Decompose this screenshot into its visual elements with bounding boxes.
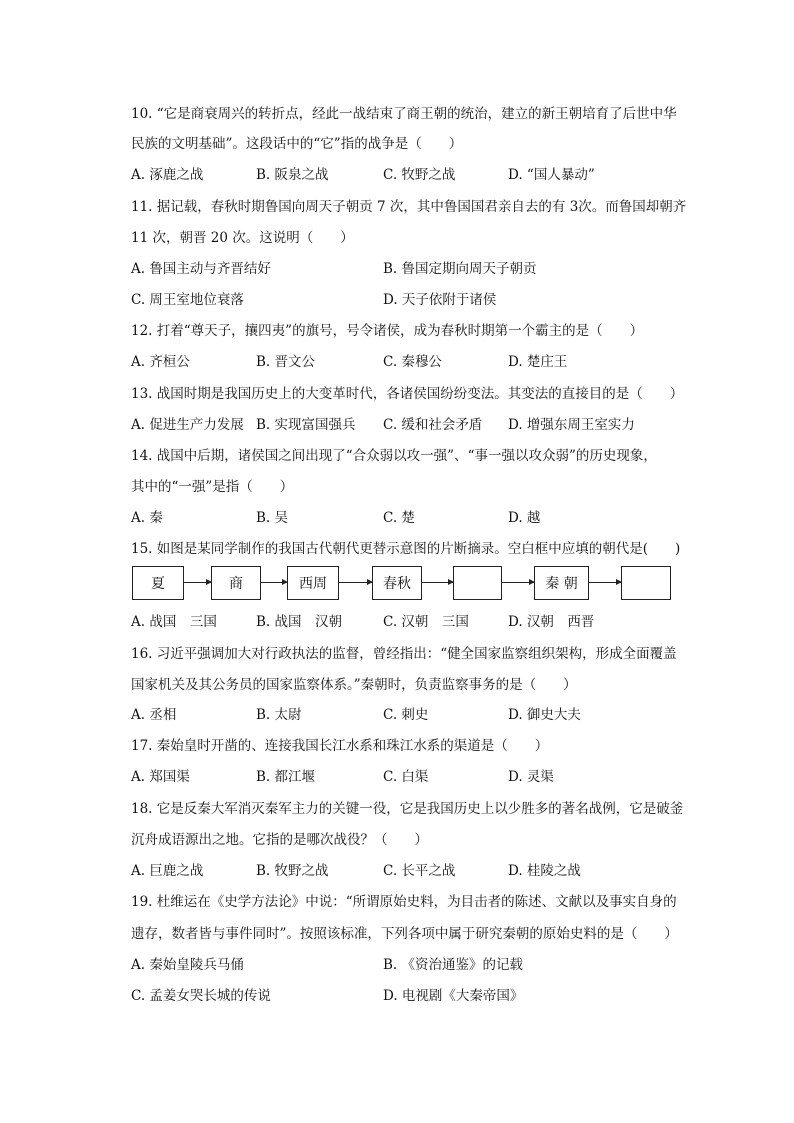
- question-11-option-c: C. 周王室地位衰落: [131, 292, 244, 308]
- question-19-stem-line-1: 19. 杜维运在《史学方法论》中说：“所谓原始史料，为目击者的陈述、文献以及事实自身的: [131, 894, 677, 910]
- question-19-option-a: A. 秦始皇陵兵马俑: [131, 957, 244, 973]
- question-15-option-c: C. 汉朝 三国: [383, 614, 469, 630]
- question-13-option-c: C. 缓和社会矛盾: [383, 417, 483, 433]
- question-11-stem-line-1: 11. 据记载，春秋时期鲁国向周天子朝贡 7 次，其中鲁国国君亲自去的有 3次。而鲁国却朝齐: [131, 199, 687, 215]
- question-15-stem: 15. 如图是某同学制作的我国古代朝代更替示意图的片断摘录。空白框中应填的朝代是( ): [131, 541, 681, 557]
- diagram-arrow: [184, 582, 211, 583]
- diagram-box-blank-2: [621, 566, 671, 600]
- question-12-option-a: A. 齐桓公: [131, 354, 190, 370]
- diagram-box-blank-1: [453, 566, 502, 600]
- diagram-arrow: [261, 582, 287, 583]
- diagram-arrow: [502, 582, 534, 583]
- question-11-stem-line-2: 11 次，朝晋 20 次。这说明（ ）: [131, 230, 354, 246]
- question-15-option-a: A. 战国 三国: [131, 614, 217, 630]
- question-14-option-b: B. 吴: [256, 510, 289, 526]
- question-12-option-d: D. 楚庄王: [508, 354, 568, 370]
- question-14-stem-line-2: 其中的“一强”是指（ ）: [131, 479, 294, 495]
- question-18-stem-line-2: 沉舟成语源出之地。它指的是哪次战役？（ ）: [131, 832, 428, 848]
- diagram-box-xia: 夏: [132, 566, 184, 600]
- question-12-option-c: C. 秦穆公: [383, 354, 442, 370]
- diagram-box-xizhou: 西周: [287, 566, 339, 600]
- question-16-option-c: C. 刺史: [383, 707, 429, 723]
- question-12-option-b: B. 晋文公: [256, 354, 316, 370]
- question-18-stem-line-1: 18. 它是反秦大军消灭秦军主力的关键一役，它是我国历史上以少胜多的著名战例，它是破釜: [131, 801, 684, 817]
- question-10-option-a: A. 涿鹿之战: [131, 167, 204, 183]
- question-19-option-c: C. 孟姜女哭长城的传说: [131, 988, 271, 1004]
- question-17-stem: 17. 秦始皇时开凿的、连接我国长江水系和珠江水系的渠道是（ ）: [131, 738, 549, 754]
- question-10-option-b: B. 阪泉之战: [256, 167, 329, 183]
- diagram-box-chunqiu: 春秋: [372, 566, 422, 600]
- question-18-option-a: A. 巨鹿之战: [131, 863, 204, 879]
- question-16-option-a: A. 丞相: [131, 707, 177, 723]
- question-14-stem-line-1: 14. 战国中后期，诸侯国之间出现了“合众弱以攻一强”、“事一强以攻众弱”的历史现象，: [131, 448, 657, 464]
- question-11-option-d: D. 天子依附于诸侯: [383, 292, 497, 308]
- question-14-option-d: D. 越: [508, 510, 541, 526]
- question-17-option-d: D. 灵渠: [508, 769, 554, 785]
- question-11-option-a: A. 鲁国主动与齐晋结好: [131, 261, 271, 277]
- question-16-option-d: D. 御史大夫: [508, 707, 581, 723]
- question-14-option-a: A. 秦: [131, 510, 163, 526]
- question-10-stem-line-1: 10. “它是商衰周兴的转折点，经此一战结束了商王朝的统治，建立的新王朝培育了后世中华: [131, 106, 677, 122]
- question-15-option-d: D. 汉朝 西晋: [508, 614, 595, 630]
- question-16-option-b: B. 太尉: [256, 707, 302, 723]
- question-19-stem-line-2: 遗存，数者皆与事件同时”。按照该标准，下列各项中属于研究秦朝的原始史料的是（ ）: [131, 926, 678, 942]
- diagram-arrow: [422, 582, 453, 583]
- question-18-option-d: D. 桂陵之战: [508, 863, 581, 879]
- question-14-option-c: C. 楚: [383, 510, 415, 526]
- question-15-option-b: B. 战国 汉朝: [256, 614, 343, 630]
- question-13-option-d: D. 增强东周王室实力: [508, 417, 635, 433]
- question-16-stem-line-2: 国家机关及其公务员的国家监察体系。”秦朝时，负责监察事务的是（ ）: [131, 677, 577, 693]
- question-17-option-c: C. 白渠: [383, 769, 429, 785]
- diagram-arrow: [589, 582, 621, 583]
- question-12-stem: 12. 打着“尊天子，攘四夷”的旗号，号令诸侯，成为春秋时期第一个霸主的是（ ）: [131, 323, 644, 339]
- diagram-arrow: [339, 582, 372, 583]
- question-11-option-b: B. 鲁国定期向周天子朝贡: [383, 261, 537, 277]
- question-18-option-b: B. 牧野之战: [256, 863, 329, 879]
- question-10-option-c: C. 牧野之战: [383, 167, 456, 183]
- diagram-box-qin: 秦 朝: [534, 566, 589, 600]
- question-17-option-b: B. 都江堰: [256, 769, 316, 785]
- question-16-stem-line-1: 16. 习近平强调加大对行政执法的监督，曾经指出：“健全国家监察组织架构，形成全面覆盖: [131, 646, 677, 662]
- question-10-stem-line-2: 民族的文明基础”。这段话中的“它”指的战争是（ ）: [131, 136, 463, 152]
- question-13-option-b: B. 实现富国强兵: [256, 417, 356, 433]
- question-18-option-c: C. 长平之战: [383, 863, 456, 879]
- question-19-option-b: B. 《资治通鉴》的记载: [383, 957, 524, 973]
- question-10-option-d: D. “国人暴动”: [508, 167, 595, 183]
- question-13-stem: 13. 战国时期是我国历史上的大变革时代，各诸侯国纷纷变法。其变法的直接目的是（ ）: [131, 386, 684, 402]
- question-17-option-a: A. 郑国渠: [131, 769, 190, 785]
- question-19-option-d: D. 电视剧《大秦帝国》: [383, 988, 524, 1004]
- diagram-box-shang: 商: [211, 566, 261, 600]
- question-13-option-a: A. 促进生产力发展: [131, 417, 244, 433]
